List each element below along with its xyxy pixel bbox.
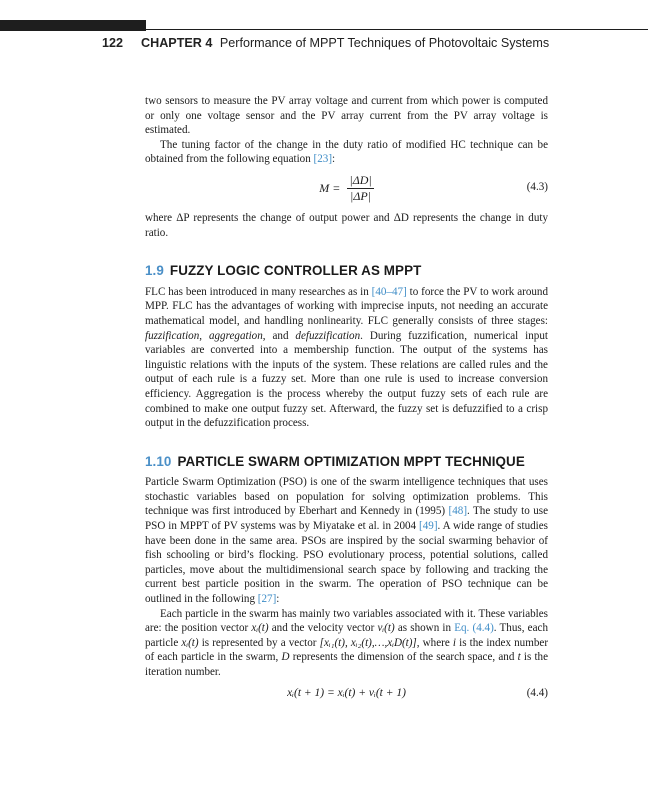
pso-paragraph-1: Particle Swarm Optimization (PSO) is one of the swarm intelligence techniques that uses stochastic variables based on population for solving optimization problems. This technique was first introduced by Eberhart and Kennedy in (1995) [48]. The study to use PSO in MPPT of PV systems was by Miyatake et al. in 2004 [49]. A wide range of studies have been done in the same area. PSOs are inspired by the social swarming behavior of fish schooling or bird’s flocking. PSO evolutionary process, potential solutions, called particles, move about the multidimensional search space by following and tracking the current best particle position in the swarm. The operation of PSO technique can be outlined in the following [27]:: [145, 476, 549, 606]
fuzzy-paragraph: FLC has been introduced in many researches as in [40–47] to force the PV to work around MPP. FLC has the advantages of working with imprecise inputs, not needing an accurate mathematical model, and handling nonlinearity. FLC generally consists of three stages: fuzzification, aggregation, and defuzzification. During fuzzification, numerical input variables are converted into a membership function. The output of the systems has linguistic relations with the inputs of the system. These relations are called rules and the output of each rule is a fuzzy set. More than one rule is used to increase conversion efficiency. Aggregation is the process whereby the output fuzzy sets of each rule are combined to make one output fuzzy set. Afterward, the fuzzy set is defuzzified to a crisp output in the defuzzification process.: [145, 285, 549, 430]
citation-48[interactable]: [48]: [448, 505, 468, 518]
section-heading-fuzzy: 1.9 FUZZY LOGIC CONTROLLER AS MPPT: [145, 263, 422, 279]
equation-4-4: [145, 686, 548, 704]
equation-reference[interactable]: Eq. (4.4): [454, 622, 494, 635]
header-rule: [0, 29, 648, 30]
chapter-title: Performance of MPPT Techniques of Photovoltaic Systems: [219, 36, 550, 50]
equation-number: (4.4): [526, 686, 548, 699]
eq44-body: xᵢ(t + 1) = xᵢ(t) + vᵢ(t + 1): [287, 686, 406, 699]
eq43-numerator: |ΔD|: [349, 172, 372, 187]
after-equation-text: where ΔP represents the change of output power and ΔD represents the change in duty ratio.: [145, 211, 548, 239]
equation-4-3: M = $\frac{|\Delta D|}{|\Delta P|}$ (4.3): [319, 172, 548, 203]
page-number: 122: [102, 36, 124, 50]
eq43-denominator: |ΔP|: [350, 188, 372, 203]
tuning-paragraph: The tuning factor of the change in the duty ratio of modified HC technique can be obtained from the following equation [23]:: [145, 138, 548, 166]
citation-49[interactable]: [49]: [419, 520, 438, 533]
citation-40-47[interactable]: [40–47]: [371, 285, 407, 298]
pso-paragraph-2: Each particle in the swarm has mainly two variables associated with it. These variables are: the position vector xᵢ(t) and the velocity vector vᵢ(t) as shown in Eq. (4.4). Thus, each particle xᵢ(t) is represented by a vector [xᵢ₁(t), xᵢ₂(t),…,xᵢD(t)], where i is the index number of each particle in the swarm, D represents the dimension of the search space, and t is the iteration number.: [145, 607, 549, 678]
equation-number: (4.3): [526, 180, 548, 193]
citation-27[interactable]: [27]: [257, 593, 277, 606]
citation-23[interactable]: [23]: [313, 153, 333, 166]
running-header: [102, 36, 562, 50]
section-heading-pso: 1.10 PARTICLE SWARM OPTIMIZATION MPPT TECHNIQUE: [145, 453, 525, 469]
intro-paragraph: two sensors to measure the PV array voltage and current from which power is computed or only one voltage sensor and the PV array current from the PV array voltage is estimated.: [145, 95, 548, 137]
page-body: [145, 94, 548, 704]
chapter-label: CHAPTER 4: [141, 36, 213, 50]
